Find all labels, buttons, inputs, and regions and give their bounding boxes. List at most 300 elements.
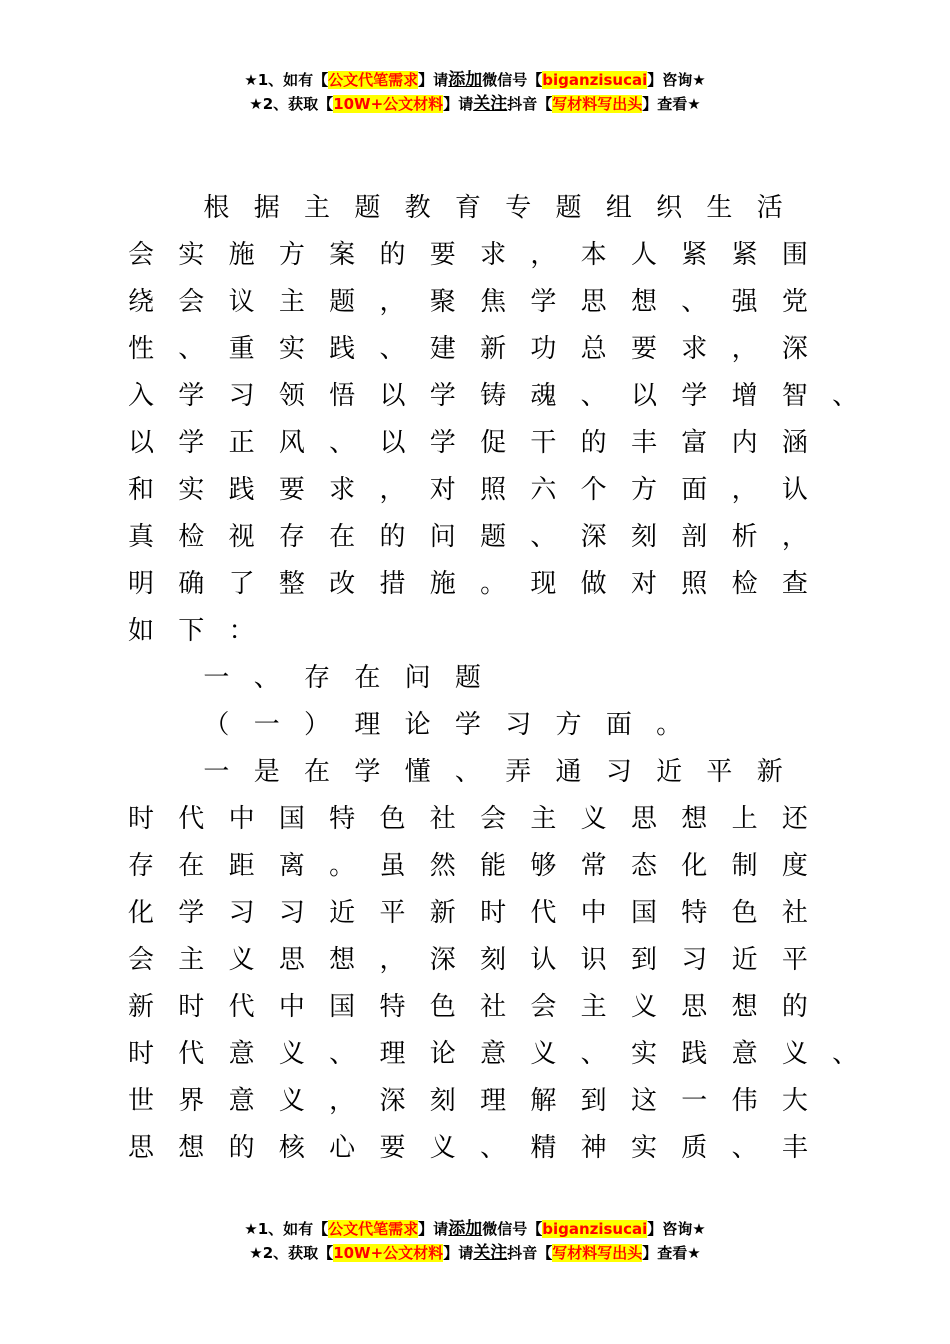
body-char: 专 [505, 193, 532, 223]
body-line [0, 608, 950, 655]
body-char: 织 [656, 193, 683, 223]
body-char: 实 [278, 334, 305, 364]
banner-highlight: 写材料写出头 [552, 1244, 643, 1262]
body-line [0, 984, 950, 1031]
body-char: 大 [781, 1086, 808, 1116]
body-char: 要 [429, 240, 456, 270]
body-char: 丰 [781, 1133, 808, 1163]
body-line [0, 185, 950, 232]
body-char: 深 [379, 1086, 406, 1116]
body-char: ， [731, 334, 758, 364]
body-char: 实 [630, 1133, 657, 1163]
body-char: 的 [580, 428, 607, 458]
body-char: 以 [379, 428, 406, 458]
body-char: 会 [530, 992, 557, 1022]
banner-line-1 [0, 1217, 950, 1241]
body-char: 代 [178, 1039, 205, 1069]
body-char: 想 [731, 992, 758, 1022]
body-char: 、 [379, 334, 406, 364]
body-char: 践 [228, 475, 255, 505]
banner-text: 】请 [418, 1220, 449, 1238]
body-char: 新 [756, 757, 783, 787]
banner-highlight: 10W+公文材料 [333, 1244, 444, 1262]
body-char: 富 [681, 428, 708, 458]
body-char: 学 [429, 381, 456, 411]
body-char: 、 [681, 287, 708, 317]
body-char: 论 [429, 1039, 456, 1069]
body-char: 。 [656, 710, 683, 740]
body-char: 色 [731, 898, 758, 928]
body-char: 改 [329, 569, 356, 599]
body-char: 存 [304, 663, 331, 693]
body-char: 实 [178, 240, 205, 270]
body-char: 习 [278, 898, 305, 928]
body-char: 义 [630, 992, 657, 1022]
body-char: 通 [555, 757, 582, 787]
body-char: 中 [228, 804, 255, 834]
body-char: 存 [127, 851, 154, 881]
banner-text: 微信号【 [482, 71, 543, 89]
body-char: 求 [480, 240, 507, 270]
banner-underline: 关注 [473, 1243, 508, 1263]
body-char: 风 [278, 428, 305, 458]
body-char: 照 [681, 569, 708, 599]
body-char: 主 [530, 804, 557, 834]
body-char: 一 [253, 710, 280, 740]
body-char: 义 [580, 804, 607, 834]
body-char: 功 [530, 334, 557, 364]
body-char: ， [379, 475, 406, 505]
body-char: 理 [354, 710, 381, 740]
body-char: 在 [329, 522, 356, 552]
body-char: 重 [228, 334, 255, 364]
body-char: 面 [681, 475, 708, 505]
body-char: 离 [278, 851, 305, 881]
body-char: 想 [178, 1133, 205, 1163]
body-char: 平 [781, 945, 808, 975]
body-char: 、 [530, 522, 557, 552]
body-char: 、 [832, 381, 859, 411]
body-char: 会 [127, 240, 154, 270]
body-char: 强 [731, 287, 758, 317]
body-char: 围 [781, 240, 808, 270]
body-char: 习 [681, 945, 708, 975]
body-char: 到 [580, 1086, 607, 1116]
body-char: ， [781, 522, 808, 552]
body-char: 色 [429, 992, 456, 1022]
footer-banner [0, 1217, 950, 1265]
body-char: 方 [630, 475, 657, 505]
body-char: 存 [278, 522, 305, 552]
body-line [0, 514, 950, 561]
body-char: 主 [278, 287, 305, 317]
body-char: 习 [228, 898, 255, 928]
body-char: 一 [203, 757, 230, 787]
banner-underline: 添加 [448, 70, 483, 90]
body-char: 意 [731, 1039, 758, 1069]
body-char: 。 [480, 569, 507, 599]
body-line [0, 702, 950, 749]
body-char: 在 [354, 663, 381, 693]
body-char: 以 [127, 428, 154, 458]
body-char: 要 [379, 1133, 406, 1163]
body-char: 学 [530, 287, 557, 317]
body-char: 个 [580, 475, 607, 505]
body-char: 、 [832, 1039, 859, 1069]
body-char: 教 [404, 193, 431, 223]
body-char: 思 [630, 804, 657, 834]
body-char: 新 [480, 334, 507, 364]
body-char: 特 [379, 992, 406, 1022]
body-char: 深 [781, 334, 808, 364]
banner-highlight: biganzisucai [542, 71, 648, 89]
banner-highlight: 10W+公文材料 [333, 95, 444, 113]
body-char: 能 [480, 851, 507, 881]
banner-text: ★1、如有【 [244, 71, 329, 89]
body-char: 。 [329, 851, 356, 881]
body-char: 生 [706, 193, 733, 223]
body-char: 认 [781, 475, 808, 505]
body-char: 代 [178, 804, 205, 834]
body-char: 、 [329, 428, 356, 458]
body-char: ： [228, 616, 255, 646]
body-char: ） [304, 710, 331, 740]
body-char: 求 [681, 334, 708, 364]
body-char: ， [530, 240, 557, 270]
body-char: 理 [480, 1086, 507, 1116]
body-char: 社 [480, 992, 507, 1022]
body-char: 悟 [329, 381, 356, 411]
body-char: 总 [580, 334, 607, 364]
body-line [0, 937, 950, 984]
body-char: 要 [630, 334, 657, 364]
body-char: 查 [781, 569, 808, 599]
body-char: 、 [178, 334, 205, 364]
banner-highlight: 公文代笔需求 [328, 71, 419, 89]
body-char: 议 [228, 287, 255, 317]
body-char: 据 [253, 193, 280, 223]
body-char: 认 [530, 945, 557, 975]
body-char: 想 [630, 287, 657, 317]
body-char: ， [379, 945, 406, 975]
body-char: 、 [253, 663, 280, 693]
body-char: 主 [304, 193, 331, 223]
body-line [0, 232, 950, 279]
body-char: 涵 [781, 428, 808, 458]
body-char: 了 [228, 569, 255, 599]
body-char: 问 [404, 663, 431, 693]
banner-highlight: biganzisucai [542, 1220, 648, 1238]
body-char: 确 [178, 569, 205, 599]
body-char: 会 [178, 287, 205, 317]
body-char: 义 [278, 1039, 305, 1069]
body-char: 紧 [681, 240, 708, 270]
body-char: 然 [429, 851, 456, 881]
body-char: 在 [178, 851, 205, 881]
body-char: 近 [329, 898, 356, 928]
body-char: 丰 [630, 428, 657, 458]
body-char: ， [329, 1086, 356, 1116]
body-char: 国 [630, 898, 657, 928]
banner-text: 】查看★ [642, 1244, 701, 1262]
body-char: 活 [756, 193, 783, 223]
body-char: 下 [178, 616, 205, 646]
body-char: 育 [454, 193, 481, 223]
body-char: 平 [379, 898, 406, 928]
body-line [0, 749, 950, 796]
body-line [0, 1078, 950, 1125]
body-char: 化 [681, 851, 708, 881]
body-char: 聚 [429, 287, 456, 317]
body-char: （ [203, 710, 230, 740]
body-char: 世 [127, 1086, 154, 1116]
body-char: 上 [731, 804, 758, 834]
body-char: 思 [580, 287, 607, 317]
body-char: 中 [278, 992, 305, 1022]
body-char: ， [731, 475, 758, 505]
banner-underline: 关注 [473, 94, 508, 114]
body-char: 时 [480, 898, 507, 928]
body-char: 检 [731, 569, 758, 599]
body-char: 焦 [480, 287, 507, 317]
body-char: 深 [580, 522, 607, 552]
body-char: 虽 [379, 851, 406, 881]
body-char: 的 [228, 1133, 255, 1163]
body-char: 想 [329, 945, 356, 975]
body-char: 核 [278, 1133, 305, 1163]
body-char: 方 [555, 710, 582, 740]
banner-highlight: 公文代笔需求 [328, 1220, 419, 1238]
body-char: 、 [731, 1133, 758, 1163]
body-char: 这 [630, 1086, 657, 1116]
body-char: 心 [329, 1133, 356, 1163]
body-char: 意 [480, 1039, 507, 1069]
body-char: 实 [630, 1039, 657, 1069]
body-char: 题 [555, 193, 582, 223]
body-line [0, 467, 950, 514]
body-char: 会 [127, 945, 154, 975]
body-char: 义 [781, 1039, 808, 1069]
body-char: 学 [354, 757, 381, 787]
body-char: 根 [203, 193, 230, 223]
body-char: 干 [530, 428, 557, 458]
body-char: 促 [480, 428, 507, 458]
banner-text: ★2、获取【 [249, 1244, 334, 1262]
body-char: 题 [329, 287, 356, 317]
body-line [0, 890, 950, 937]
body-char: 弄 [505, 757, 532, 787]
body-char: 是 [253, 757, 280, 787]
body-char: 特 [329, 804, 356, 834]
body-char: 思 [278, 945, 305, 975]
body-char: 性 [127, 334, 154, 364]
body-char: 、 [480, 1133, 507, 1163]
body-char: 想 [681, 804, 708, 834]
body-char: 整 [278, 569, 305, 599]
body-char: 本 [580, 240, 607, 270]
body-char: 践 [329, 334, 356, 364]
body-char: 魂 [530, 381, 557, 411]
body-char: 新 [127, 992, 154, 1022]
body-char: ， [379, 287, 406, 317]
body-char: 做 [580, 569, 607, 599]
body-char: 国 [278, 804, 305, 834]
body-char: 组 [605, 193, 632, 223]
body-char: 态 [630, 851, 657, 881]
banner-text: 】咨询★ [647, 71, 706, 89]
body-char: 方 [278, 240, 305, 270]
body-char: 主 [178, 945, 205, 975]
body-char: 主 [580, 992, 607, 1022]
banner-text: 】请 [443, 1244, 474, 1262]
body-char: 距 [228, 851, 255, 881]
body-char: 时 [178, 992, 205, 1022]
body-char: 析 [731, 522, 758, 552]
body-char: 党 [781, 287, 808, 317]
body-char: 的 [379, 522, 406, 552]
body-char: 建 [429, 334, 456, 364]
body-char: 意 [228, 1086, 255, 1116]
body-char: 时 [127, 1039, 154, 1069]
body-char: 神 [580, 1133, 607, 1163]
body-char: 在 [304, 757, 331, 787]
body-char: 铸 [480, 381, 507, 411]
body-char: 义 [429, 1133, 456, 1163]
body-char: 施 [228, 240, 255, 270]
body-char: 题 [454, 663, 481, 693]
body-char: 实 [178, 475, 205, 505]
body-char: 领 [278, 381, 305, 411]
body-char: 题 [480, 522, 507, 552]
body-char: 现 [530, 569, 557, 599]
banner-text: 抖音【 [507, 1244, 553, 1262]
body-char: 面 [605, 710, 632, 740]
body-line [0, 655, 950, 702]
banner-text: 】咨询★ [647, 1220, 706, 1238]
body-char: 学 [429, 428, 456, 458]
banner-text: 】请 [418, 71, 449, 89]
body-line [0, 561, 950, 608]
body-char: 学 [178, 428, 205, 458]
body-char: 题 [354, 193, 381, 223]
banner-text: 抖音【 [507, 95, 553, 113]
body-line [0, 843, 950, 890]
body-line [0, 796, 950, 843]
body-char: 义 [228, 945, 255, 975]
body-char: 度 [781, 851, 808, 881]
body-char: 新 [429, 898, 456, 928]
body-char: 视 [228, 522, 255, 552]
body-char: 常 [580, 851, 607, 881]
body-char: 刻 [480, 945, 507, 975]
body-char: 色 [379, 804, 406, 834]
body-char: 一 [681, 1086, 708, 1116]
body-char: 解 [530, 1086, 557, 1116]
body-char: 义 [530, 1039, 557, 1069]
body-char: 社 [781, 898, 808, 928]
body-line [0, 420, 950, 467]
body-char: 近 [731, 945, 758, 975]
body-char: 施 [429, 569, 456, 599]
body-char: 学 [454, 710, 481, 740]
body-char: 习 [605, 757, 632, 787]
body-char: 学 [681, 381, 708, 411]
body-line [0, 326, 950, 373]
body-char: 绕 [127, 287, 154, 317]
body-char: 践 [681, 1039, 708, 1069]
body-char: 意 [228, 1039, 255, 1069]
body-char: 入 [127, 381, 154, 411]
body-char: 界 [178, 1086, 205, 1116]
banner-text: 】请 [443, 95, 474, 113]
banner-text: 微信号【 [482, 1220, 543, 1238]
body-char: 近 [656, 757, 683, 787]
body-char: 刻 [630, 522, 657, 552]
banner-line-2 [0, 1241, 950, 1265]
body-char: 内 [731, 428, 758, 458]
body-char: 时 [127, 804, 154, 834]
body-char: 以 [379, 381, 406, 411]
body-char: 平 [706, 757, 733, 787]
body-char: 精 [530, 1133, 557, 1163]
body-char: 化 [127, 898, 154, 928]
body-line [0, 279, 950, 326]
body-char: 代 [530, 898, 557, 928]
body-char: 还 [781, 804, 808, 834]
banner-text: 】查看★ [642, 95, 701, 113]
body-char: 、 [329, 1039, 356, 1069]
banner-highlight: 写材料写出头 [552, 95, 643, 113]
body-char: 习 [505, 710, 532, 740]
body-char: 如 [127, 616, 154, 646]
body-line [0, 373, 950, 420]
banner-text: ★1、如有【 [244, 1220, 329, 1238]
body-char: 学 [178, 898, 205, 928]
banner-text: ★2、获取【 [249, 95, 334, 113]
body-char: 检 [178, 522, 205, 552]
body-char: 照 [480, 475, 507, 505]
body-char: 识 [580, 945, 607, 975]
body-char: 国 [329, 992, 356, 1022]
body-char: 人 [630, 240, 657, 270]
body-char: 特 [681, 898, 708, 928]
body-char: 思 [127, 1133, 154, 1163]
body-char: 求 [329, 475, 356, 505]
body-char: 习 [228, 381, 255, 411]
body-char: 明 [127, 569, 154, 599]
body-char: 够 [530, 851, 557, 881]
body-char: 义 [278, 1086, 305, 1116]
body-char: 制 [731, 851, 758, 881]
body-char: 理 [379, 1039, 406, 1069]
body-char: 深 [429, 945, 456, 975]
body-char: 的 [781, 992, 808, 1022]
body-char: 伟 [731, 1086, 758, 1116]
body-char: 学 [178, 381, 205, 411]
body-char: 代 [228, 992, 255, 1022]
body-char: 思 [681, 992, 708, 1022]
body-char: 中 [580, 898, 607, 928]
body-char: 社 [429, 804, 456, 834]
body-char: 问 [429, 522, 456, 552]
body-char: 质 [681, 1133, 708, 1163]
body-char: 增 [731, 381, 758, 411]
body-char: 懂 [404, 757, 431, 787]
body-char: 和 [127, 475, 154, 505]
body-char: 真 [127, 522, 154, 552]
body-char: 论 [404, 710, 431, 740]
body-char: 刻 [429, 1086, 456, 1116]
